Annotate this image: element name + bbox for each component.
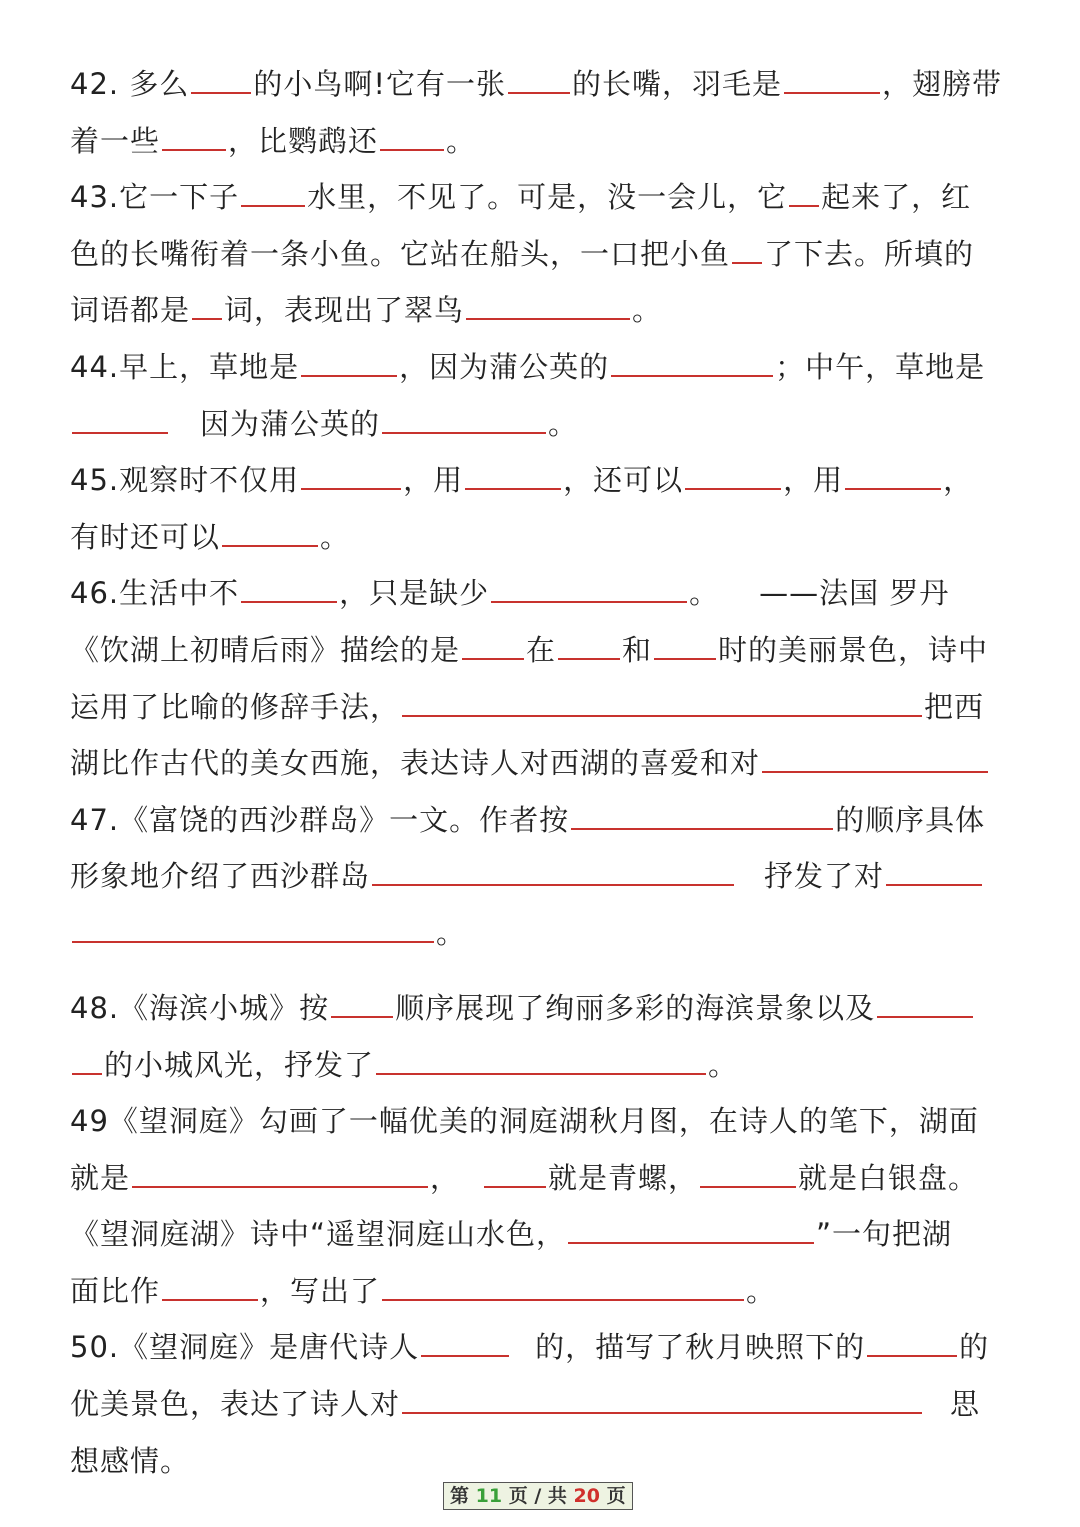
- answer-blank[interactable]: [466, 292, 630, 320]
- text: 优美景色，表达了诗人对: [70, 1387, 401, 1422]
- q46-line-3: [70, 679, 1010, 736]
- answer-blank[interactable]: [762, 745, 988, 773]
- text: 《饮湖上初晴后雨》描绘的是: [70, 632, 461, 667]
- text: 顺序展现了绚丽多彩的海滨景象以及: [395, 990, 876, 1025]
- text: 。: [689, 576, 720, 611]
- answer-blank[interactable]: [192, 292, 222, 320]
- answer-blank[interactable]: [402, 689, 922, 717]
- text: ，写出了: [260, 1273, 381, 1308]
- current-page-number: 11: [475, 1485, 503, 1507]
- text: 的顺序具体: [835, 802, 986, 837]
- answer-blank[interactable]: [382, 406, 546, 434]
- q44-line-1: [70, 339, 1010, 396]
- text: ，还可以: [563, 463, 684, 498]
- answer-blank[interactable]: [568, 1216, 814, 1244]
- text: 45.观察时不仅用: [70, 463, 300, 498]
- text: 面比作: [70, 1273, 161, 1308]
- total-page-number: 20: [573, 1485, 600, 1507]
- text: ，: [430, 1160, 461, 1195]
- answer-blank[interactable]: [72, 1047, 102, 1075]
- answer-blank[interactable]: [558, 632, 620, 660]
- text: 就是白银盘。: [798, 1160, 979, 1195]
- text: 47.《富饶的西沙群岛》一文。作者按: [70, 802, 570, 837]
- page-label-pre: 第: [450, 1485, 470, 1507]
- text: 。: [746, 1273, 777, 1308]
- q45-line-1: [70, 452, 1010, 509]
- answer-blank[interactable]: [465, 462, 561, 490]
- text: 。: [548, 406, 579, 441]
- q49-line-3: [70, 1206, 1010, 1263]
- answer-blank[interactable]: [700, 1160, 796, 1188]
- text: 的长嘴，羽毛是: [571, 67, 782, 101]
- answer-blank[interactable]: [571, 802, 833, 830]
- text: 的，描写了秋月映照下的: [535, 1330, 866, 1365]
- q42-line-1: [70, 56, 1010, 113]
- text: 。: [436, 915, 467, 950]
- text: 就是青螺，: [548, 1160, 699, 1195]
- text: ，用: [783, 463, 844, 498]
- q49-line-4: [70, 1263, 1010, 1320]
- answer-blank[interactable]: [191, 66, 251, 94]
- answer-blank[interactable]: [508, 66, 570, 94]
- answer-blank[interactable]: [685, 462, 781, 490]
- q47-line-1: [70, 792, 1010, 849]
- text: 。: [320, 519, 351, 554]
- text: ，比鹦鹉还: [228, 123, 379, 158]
- text: 44.早上，草地是: [70, 349, 300, 384]
- answer-blank[interactable]: [72, 406, 168, 434]
- answer-blank[interactable]: [380, 123, 444, 151]
- text: 色的长嘴衔着一条小鱼。它站在船头，一口把小鱼: [70, 236, 731, 271]
- answer-blank[interactable]: [402, 1386, 922, 1414]
- text: 因为蒲公英的: [200, 406, 381, 441]
- q50-line-3: [70, 1433, 1010, 1490]
- answer-blank[interactable]: [867, 1329, 957, 1357]
- text: ，: [943, 463, 974, 498]
- q45-line-2: [70, 509, 1010, 566]
- text: 的小鸟啊!它有一张: [253, 67, 506, 101]
- text: 着一些: [70, 123, 161, 158]
- answer-blank[interactable]: [72, 915, 434, 943]
- text: 抒发了对: [764, 859, 885, 894]
- answer-blank[interactable]: [732, 236, 762, 264]
- text: 起来了，红: [821, 180, 972, 215]
- text: ，翅膀带: [882, 67, 1003, 101]
- answer-blank[interactable]: [222, 519, 318, 547]
- answer-blank[interactable]: [462, 632, 524, 660]
- q43-line-2: [70, 226, 1010, 283]
- page-indicator: [443, 1482, 633, 1510]
- q46-line-2: [70, 622, 1010, 679]
- text: 时的美丽景色，诗中: [718, 632, 989, 667]
- text: 46.生活中不: [70, 576, 240, 611]
- answer-blank[interactable]: [789, 179, 819, 207]
- page-label-mid: 页 / 共: [508, 1485, 567, 1507]
- answer-blank[interactable]: [301, 349, 397, 377]
- q48-line-1: [70, 980, 1010, 1037]
- text: 《望洞庭湖》诗中“遥望洞庭山水色，: [70, 1217, 567, 1252]
- text: 。: [708, 1047, 739, 1082]
- answer-blank[interactable]: [372, 858, 734, 886]
- q49-line-2: [70, 1150, 1010, 1207]
- text: 词语都是: [70, 293, 191, 328]
- q43-line-1: [70, 169, 1010, 226]
- q49-line-1: [70, 1093, 1010, 1150]
- page-label-post: 页: [606, 1485, 626, 1507]
- text: 48.《海滨小城》按: [70, 990, 330, 1025]
- text: 的小城风光，抒发了: [104, 1047, 375, 1082]
- answer-blank[interactable]: [845, 462, 941, 490]
- q46-line-1: [70, 565, 1010, 622]
- answer-blank[interactable]: [241, 575, 337, 603]
- text: 的: [959, 1330, 990, 1365]
- q47-line-2: [70, 848, 1010, 905]
- text: ——法国 罗丹: [759, 576, 950, 611]
- text: ，只是缺少: [339, 576, 490, 611]
- answer-blank[interactable]: [162, 1273, 258, 1301]
- text: 49《望洞庭》勾画了一幅优美的洞庭湖秋月图，在诗人的笔下，湖面: [70, 1104, 979, 1139]
- q43-line-3: [70, 282, 1010, 339]
- text: ”一句把湖: [816, 1217, 953, 1252]
- text: 了下去。所填的: [764, 236, 975, 271]
- q47-line-3: [70, 905, 1010, 980]
- text: 把西: [924, 689, 985, 724]
- answer-blank[interactable]: [301, 462, 401, 490]
- answer-blank[interactable]: [331, 990, 393, 1018]
- answer-blank[interactable]: [491, 575, 687, 603]
- q46-line-4: [70, 735, 1010, 792]
- text: 湖比作古代的美女西施，表达诗人对西湖的喜爱和对: [70, 746, 761, 781]
- text: ，用: [403, 463, 464, 498]
- text: ；中午，草地是: [775, 349, 986, 384]
- text: 。: [632, 293, 663, 328]
- answer-blank[interactable]: [241, 179, 305, 207]
- q50-line-1: [70, 1319, 1010, 1376]
- text: 有时还可以: [70, 519, 221, 554]
- answer-blank[interactable]: [382, 1273, 744, 1301]
- answer-blank[interactable]: [484, 1160, 546, 1188]
- question-list: [70, 56, 1010, 1489]
- text: 50.《望洞庭》是唐代诗人: [70, 1330, 420, 1365]
- answer-blank[interactable]: [376, 1047, 706, 1075]
- answer-blank[interactable]: [132, 1160, 428, 1188]
- text: 水里，不见了。可是，没一会儿，它: [307, 180, 788, 215]
- text: 42. 多么: [70, 67, 190, 101]
- text: 想感情。: [70, 1443, 191, 1478]
- q50-line-2: [70, 1376, 1010, 1433]
- q48-line-2: [70, 1037, 1010, 1094]
- text: 43.它一下子: [70, 180, 240, 215]
- answer-blank[interactable]: [877, 990, 973, 1018]
- text: 。: [446, 123, 477, 158]
- answer-blank[interactable]: [421, 1329, 509, 1357]
- answer-blank[interactable]: [784, 66, 880, 94]
- text: 词，表现出了翠鸟: [224, 293, 465, 328]
- answer-blank[interactable]: [611, 349, 773, 377]
- text: 就是: [70, 1160, 131, 1195]
- text: 形象地介绍了西沙群岛: [70, 859, 371, 894]
- text: 思: [950, 1387, 981, 1422]
- text: 运用了比喻的修辞手法，: [70, 689, 401, 724]
- text: ，因为蒲公英的: [399, 349, 610, 384]
- q42-line-2: [70, 113, 1010, 170]
- answer-blank[interactable]: [162, 123, 226, 151]
- text: 和: [622, 632, 653, 667]
- q44-line-2: [70, 396, 1010, 453]
- answer-blank[interactable]: [654, 632, 716, 660]
- answer-blank[interactable]: [886, 858, 982, 886]
- text: 在: [526, 632, 557, 667]
